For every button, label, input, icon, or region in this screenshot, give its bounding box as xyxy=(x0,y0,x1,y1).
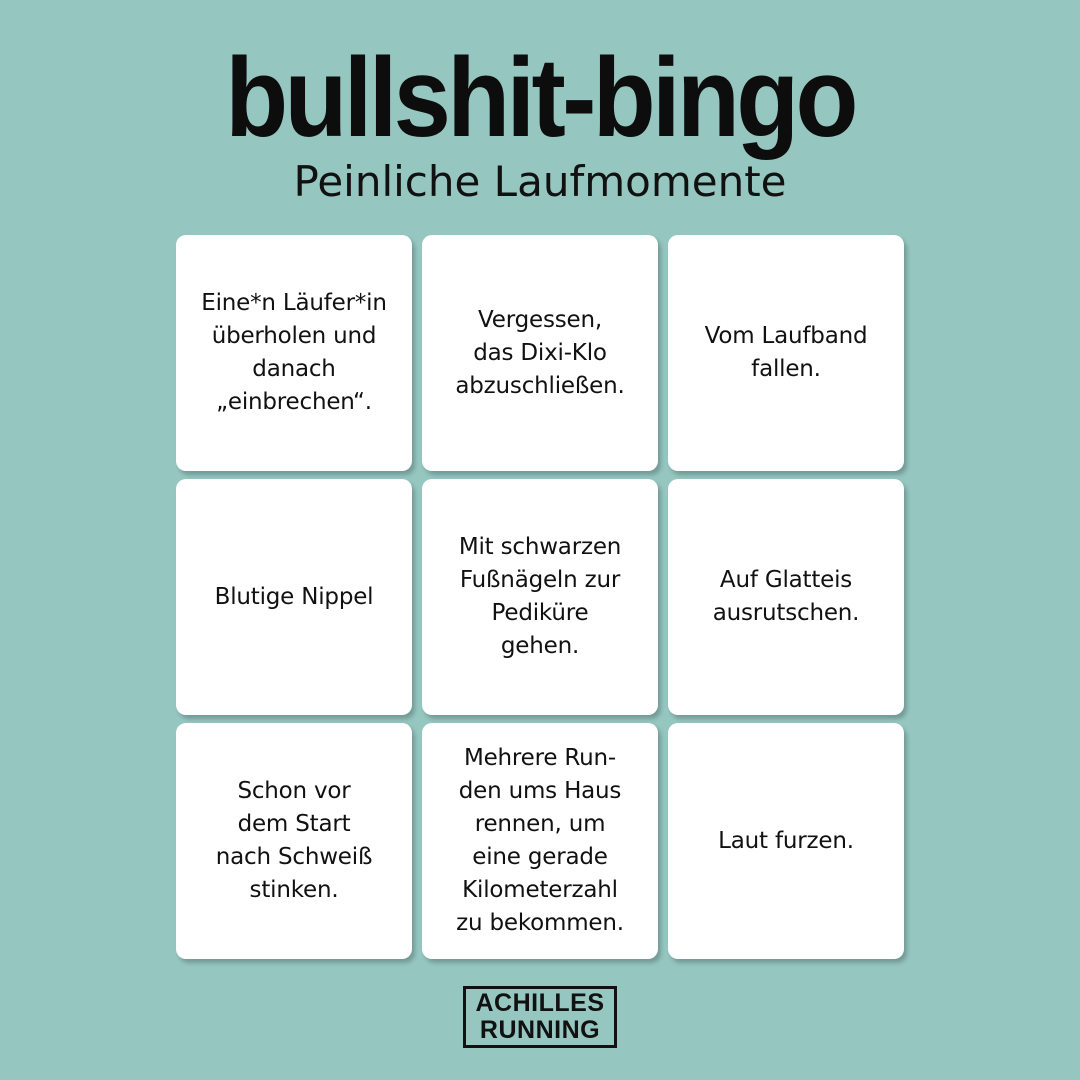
bingo-card-8 xyxy=(422,723,658,959)
bingo-card-text: Mehrere Run- den ums Haus rennen, um eine gerade Kilometerzahl zu bekommen. xyxy=(456,745,624,936)
bingo-card-6 xyxy=(668,479,904,715)
bingo-card-text: Blutige Nippel xyxy=(214,583,374,610)
bingo-card-text: Vom Laufband fallen. xyxy=(704,323,868,382)
bingo-card-5 xyxy=(422,479,658,715)
bingo-card-text: Vergessen, das Dixi-Klo abzuschließen. xyxy=(455,306,625,399)
bingo-card-2 xyxy=(422,235,658,471)
bingo-card-text: Auf Glatteis ausrutschen. xyxy=(712,567,860,626)
bingo-card-1 xyxy=(176,235,412,471)
page-title: bullshit-bingo xyxy=(225,35,855,160)
page-subtitle: Peinliche Laufmomente xyxy=(293,157,787,206)
logo-line-2: RUNNING xyxy=(479,1016,601,1044)
bingo-card-4 xyxy=(176,479,412,715)
bingo-card-text: Mit schwarzen Fußnägeln zur Pediküre gehen. xyxy=(458,534,622,659)
logo-line-1: ACHILLES xyxy=(475,989,605,1017)
bingo-grid xyxy=(176,235,904,959)
bingo-card-text: Laut furzen. xyxy=(718,827,854,854)
achilles-running-logo xyxy=(463,986,617,1048)
bingo-card-text: Schon vor dem Start nach Schweiß stinken. xyxy=(215,778,373,903)
bingo-card-9 xyxy=(668,723,904,959)
bingo-card-text: Eine*n Läufer*in überholen und danach „einbrechen“. xyxy=(201,290,387,415)
bingo-card-3 xyxy=(668,235,904,471)
bingo-card-7 xyxy=(176,723,412,959)
